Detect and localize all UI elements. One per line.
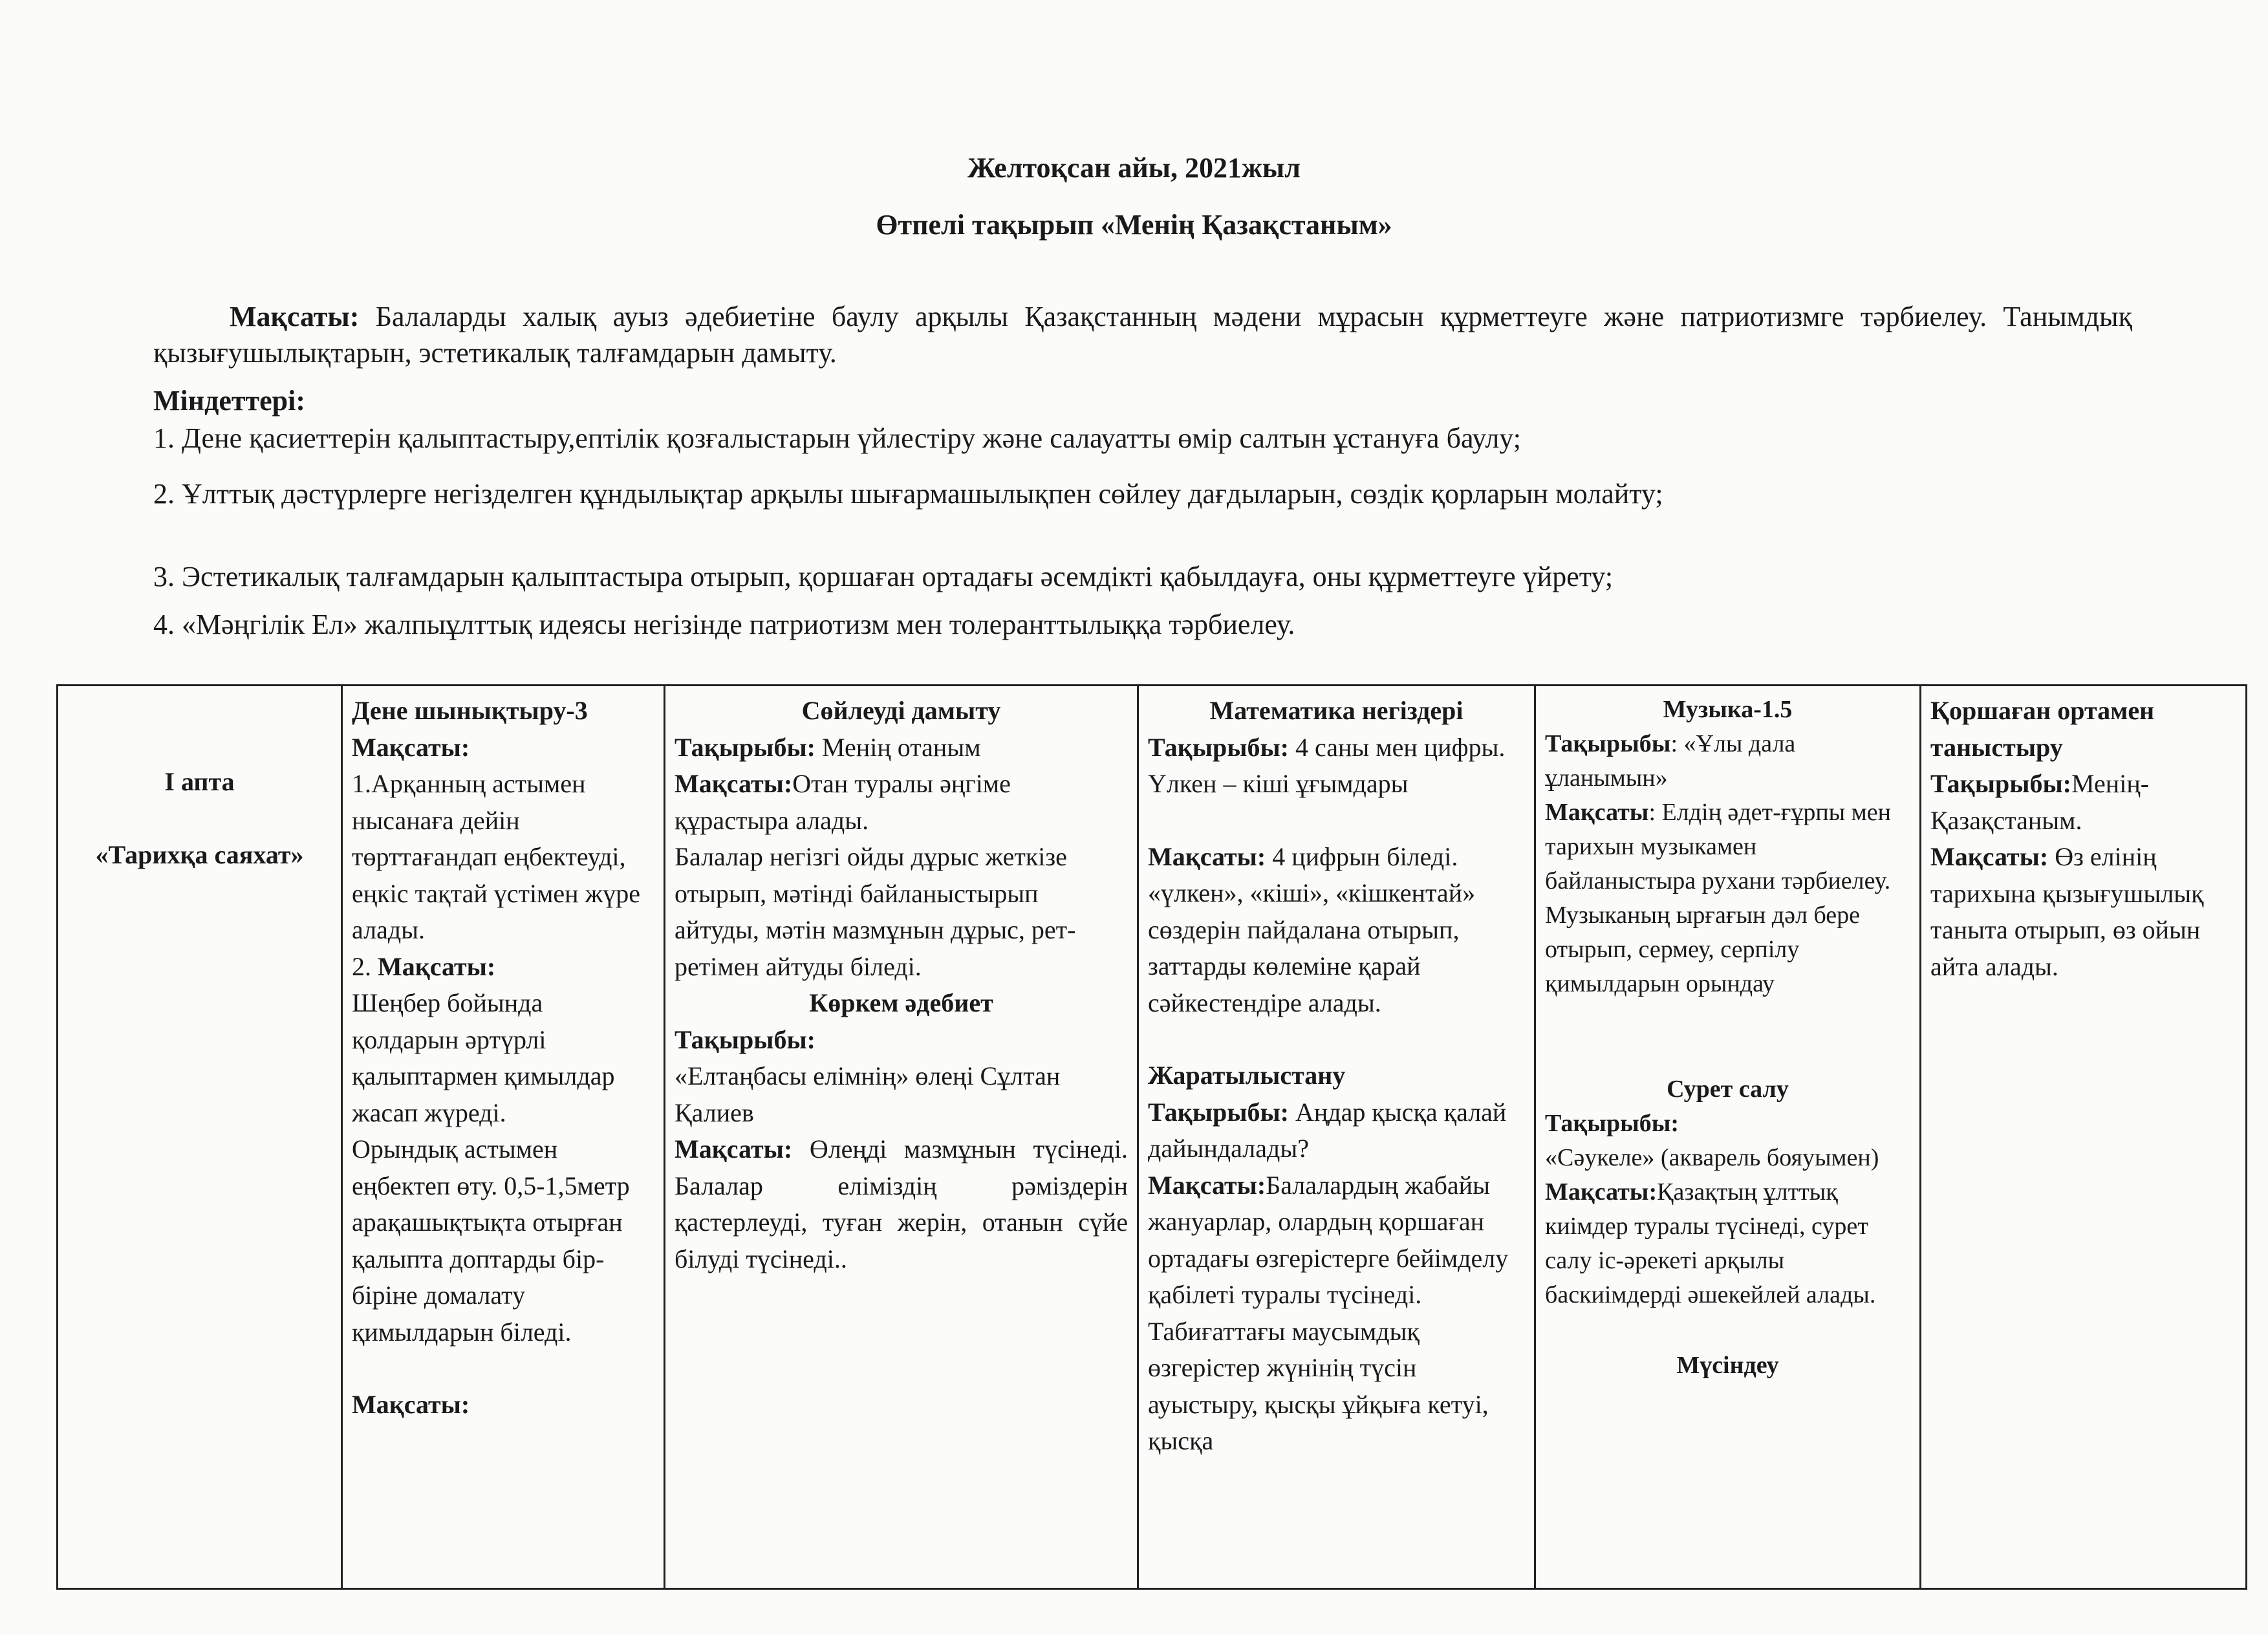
- document-title: Желтоқсан айы, 2021жыл: [967, 152, 1301, 184]
- literature-goal-text: Өлеңді мазмұнын түсінеді. Балалар еліміздің рәміздерін қастерлеуді, туған жерін, отанын сүйе білуді түсінеді..: [675, 1134, 1128, 1273]
- math-goal: [1148, 839, 1525, 1022]
- environment-goal-label: Мақсаты:: [1930, 842, 2049, 871]
- pe-goal-2-label: Мақсаты:: [378, 951, 496, 981]
- nature-topic: [1148, 1094, 1525, 1167]
- art-title: Сурет салу: [1667, 1076, 1789, 1103]
- music-topic: [1545, 727, 1910, 796]
- goal-text: Балаларды халық ауыз әдебиетіне баулу арқылы Қазақстанның мәдени мұрасын құрметтеуге және патриотизмге тәрбиелеу. Танымдық қызығушылықтарын, эстетикалық талғамдарын дамыту.: [153, 301, 2132, 369]
- literature-topic: «Елтаңбасы елімнің» өлеңі Сұлтан Қалиев: [675, 1061, 1061, 1127]
- task-item: 1. Дене қасиеттерін қалыптастыру,ептілік қозғалыстарын үйлестіру және салауатты өмір салтын ұстануға баулу;: [153, 422, 1521, 454]
- pe-goal-label: Мақсаты:: [352, 732, 470, 762]
- nature-topic-label: Тақырыбы:: [1148, 1097, 1289, 1127]
- nature-goal-text: Балалардың жабайы жануарлар, олардың қоршаған ортадағы өзгерістерге бейімделу қабілеті туралы түсінеді. Табиғаттағы маусымдық өзгерістер жүнінің түсін ауыстыру, қысқы ұйқыға кетуі, қысқа: [1148, 1170, 1509, 1455]
- music-cell: [1536, 686, 1921, 1588]
- environment-topic-text: Менің-Қазақстаным.: [1930, 769, 2150, 835]
- music-goal-label: Мақсаты: [1545, 799, 1649, 826]
- pe-goal-2-number: 2.: [352, 951, 378, 981]
- math-topic: [1148, 730, 1525, 803]
- nature-topic-text: Аңдар қысқа қалай дайындалады?: [1148, 1097, 1507, 1163]
- math-topic-label: Тақырыбы:: [1148, 732, 1289, 762]
- art-goal-text: Қазақтың ұлттық киімдер туралы түсінеді, сурет салу іс-әрекеті арқылы баскиімдерді әшекейлей алады.: [1545, 1178, 1876, 1308]
- music-topic-label: Тақырыбы: [1545, 730, 1671, 757]
- math-cell: [1139, 686, 1536, 1588]
- nature-goal: [1148, 1167, 1525, 1460]
- speech-goal-more: Балалар негізгі ойды дұрыс жеткізе отырып, мәтінді байланыстырып айтуды, мәтін мазмұнын дұрыс, рет-ретімен айтуды біледі.: [675, 842, 1076, 981]
- music-goal-text: : Елдің әдет-ғұрпы мен тарихын музыкамен байланыстыра рухани тәрбиелеу. Музыканың ырғағын дәл бере отырып, сермеу, серпілу қимылдарын орындау: [1545, 799, 1891, 997]
- music-title: Музыка-1.5: [1663, 696, 1793, 723]
- math-topic-text: 4 саны мен цифры. Үлкен – кіші ұғымдары: [1148, 732, 1506, 798]
- music-goal: [1545, 796, 1910, 1001]
- pe-goal-4-label: Мақсаты:: [352, 1390, 470, 1419]
- literature-goal: [675, 1131, 1128, 1277]
- sculpting-title: Мүсіндеу: [1676, 1352, 1779, 1379]
- speech-goal-text: Отан туралы әңгіме құрастыра алады.: [675, 769, 1011, 835]
- art-topic-label: Тақырыбы:: [1545, 1110, 1679, 1137]
- speech-topic-text: Менің отаным: [815, 732, 981, 762]
- tasks-heading: Міндеттері:: [153, 385, 305, 417]
- pe-goal-1b: еңкіс тақтай үстімен жүре алады.: [352, 878, 640, 944]
- week-theme: «Тарихқа саяхат»: [95, 839, 304, 869]
- goal-paragraph: [153, 299, 2132, 371]
- pe-cell: [343, 686, 665, 1588]
- week-label: І апта: [164, 767, 235, 796]
- speech-title: Сөйлеуді дамыту: [801, 696, 1001, 725]
- environment-topic: [1930, 766, 2240, 839]
- math-title: Математика негіздері: [1209, 696, 1463, 725]
- pe-goal-1: 1.Арқанның астымен нысанаға дейін төрттағандап еңбектеуді,: [352, 769, 626, 871]
- speech-goal-label: Мақсаты:: [675, 769, 793, 798]
- literature-title: Көркем әдебиет: [809, 988, 993, 1017]
- plan-table: [56, 684, 2247, 1590]
- speech-goal: [675, 766, 1128, 839]
- task-item: 4. «Мәңгілік Ел» жалпыұлттық идеясы негізінде патриотизм мен толеранттылыққа тәрбиелеу.: [153, 609, 1295, 640]
- speech-topic: [675, 730, 1128, 766]
- task-item: 3. Эстетикалық талғамдарын қалыптастыра отырып, қоршаған ортадағы әсемдікті қабылдауға, оны құрметтеуге үйрету;: [153, 561, 1614, 592]
- environment-cell: [1921, 686, 2249, 1588]
- math-goal-text: 4 цифрын біледі. «үлкен», «кіші», «кішкентай» сөздерін пайдалана отырып, заттарды көлеміне қарай сәйкестендіре алады.: [1148, 841, 1476, 1017]
- task-item: 2. Ұлттық дәстүрлерге негізделген құндылықтар арқылы шығармашылықпен сөйлеу дағдыларын, сөздік қорларын молайту;: [153, 478, 1663, 510]
- math-goal-label: Мақсаты:: [1148, 841, 1266, 871]
- week-cell: [58, 686, 343, 1588]
- goal-label: Мақсаты:: [230, 301, 360, 332]
- environment-goal: [1930, 839, 2240, 985]
- document-subtitle: Өтпелі тақырып «Менің Қазақстаным»: [876, 209, 1392, 241]
- speech-topic-label: Тақырыбы:: [675, 732, 815, 762]
- environment-goal-text: Өз елінің тарихына қызығушылық таныта отырып, өз ойын айта алады.: [1930, 842, 2204, 981]
- pe-title: Дене шынықтыру-3: [352, 696, 588, 725]
- nature-goal-label: Мақсаты:: [1148, 1170, 1266, 1200]
- music-topic-text: : «Ұлы дала ұланымын»: [1545, 730, 1796, 792]
- pe-goal-3: Орындық астымен еңбектеп өту. 0,5-1,5метр арақашықтықта отырған қалыпта доптарды бір-біріне домалату қимылдарын біледі.: [352, 1134, 630, 1347]
- art-goal: [1545, 1175, 1910, 1312]
- environment-title: Қоршаған ортамен таныстыру: [1930, 696, 2155, 762]
- art-topic: «Сәукеле» (акварель бояуымен): [1545, 1144, 1879, 1171]
- literature-goal-label: Мақсаты:: [675, 1134, 793, 1164]
- pe-goal-2: Шеңбер бойында қолдарын әртүрлі қалыптармен қимылдар жасап жүреді.: [352, 988, 615, 1127]
- literature-topic-label: Тақырыбы:: [675, 1024, 815, 1054]
- environment-topic-label: Тақырыбы:: [1930, 769, 2071, 798]
- art-goal-label: Мақсаты:: [1545, 1178, 1658, 1206]
- nature-title: Жаратылыстану: [1148, 1061, 1346, 1090]
- speech-cell: [665, 686, 1139, 1588]
- pe-goal-2-head: [352, 949, 654, 986]
